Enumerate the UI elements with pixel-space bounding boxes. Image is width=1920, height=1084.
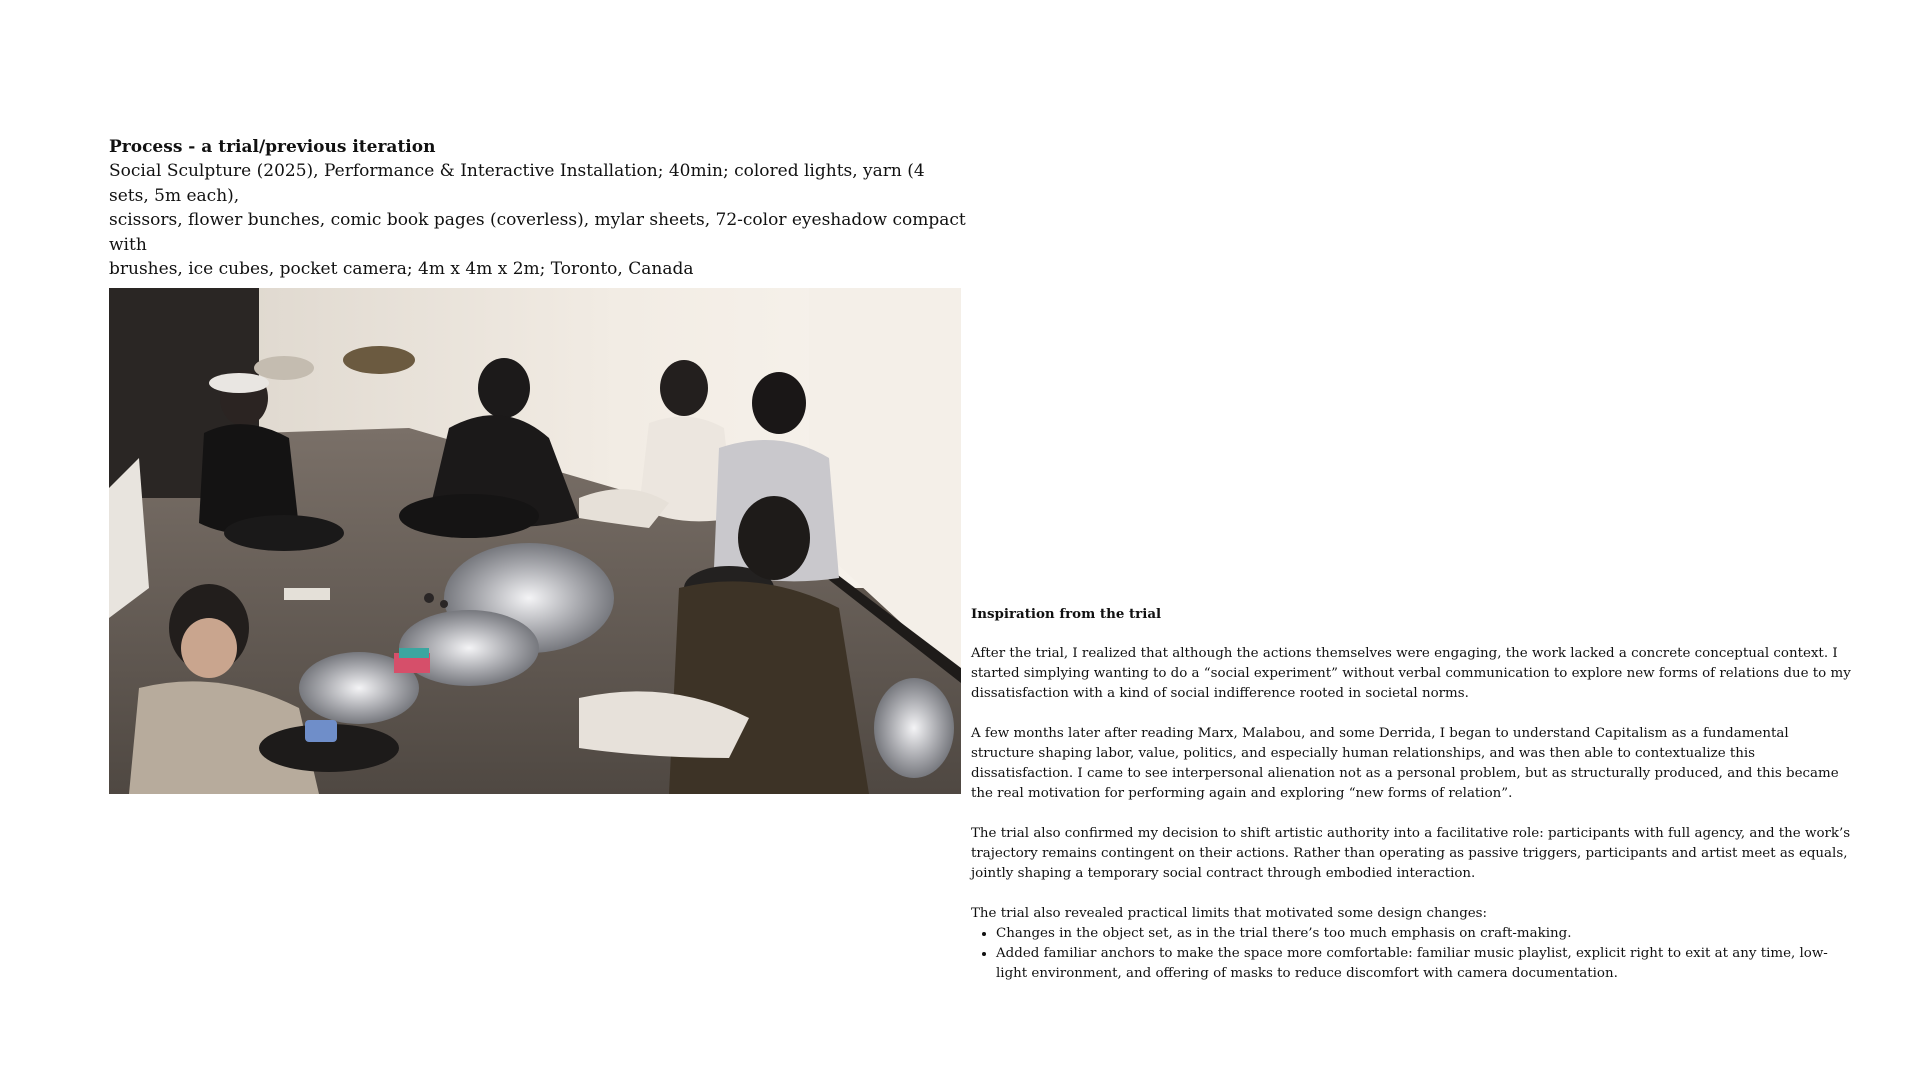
performance-photo [109,288,961,794]
process-description [109,159,969,282]
list-item: • Changes in the object set, as in the trial there’s too much emphasis on craft-making. [996,924,1851,944]
inspiration-paragraph-3: The trial also confirmed my decision to shift artistic authority into a facilitative role: participants with full agency, and the work’s trajectory remains contingent on their actions. Rather than operating as passive triggers, participants and artist meet as equals, jointly shaping a temporary social contract through embodied interaction. [971,826,1851,881]
inspiration-section [971,604,1851,984]
process-description-line: Social Sculpture (2025), Performance & Interactive Installation; 40min; colored lights, yarn (4 sets, 5m each), [109,161,925,206]
process-description-line: scissors, flower bunches, comic book pages (coverless), mylar sheets, 72-color eyeshadow compact with [109,210,966,255]
inspiration-paragraph-2: A few months later after reading Marx, Malabou, and some Derrida, I began to understand Capitalism as a fundamental structure shaping labor, value, politics, and especially human relationships, and was then able to contextualize this dissatisfaction. I came to see interpersonal alienation not as a personal problem, but as structurally produced, and this became the real motivation for performing again and exploring “new forms of relation”. [971,726,1839,801]
process-description-line: brushes, ice cubes, pocket camera; 4m x 4m x 2m; Toronto, Canada [109,259,694,279]
list-item: • Added familiar anchors to make the space more comfortable: familiar music playlist, explicit right to exit at any time, low-light environment, and offering of masks to reduce discomfort with camera documentation. [996,944,1851,984]
inspiration-title: Inspiration from the trial [971,606,1162,622]
design-changes-list [971,924,1851,984]
inspiration-paragraph-1: After the trial, I realized that although the actions themselves were engaging, the work lacked a concrete conceptual context. I started simplying wanting to do a “social experiment” without verbal communication to explore new forms of relations due to my dissatisfaction with a kind of social indifference rooted in societal norms. [971,646,1851,701]
process-title: Process - a trial/previous iteration [109,137,436,157]
inspiration-paragraph-4: The trial also revealed practical limits that motivated some design changes: [971,906,1488,921]
